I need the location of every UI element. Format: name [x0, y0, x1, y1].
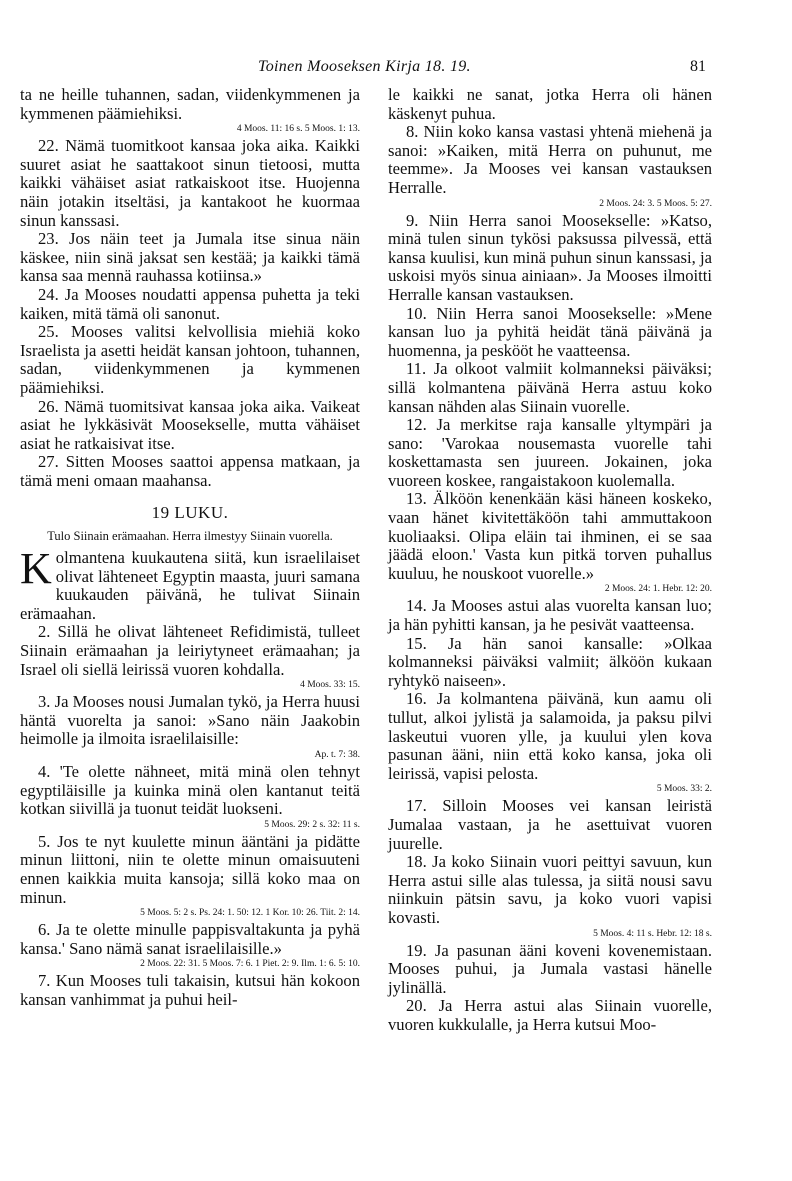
verse-paragraph: 22. Nämä tuomitkoot kansaa joka aika. Kaikki suuret asiat he saattakoot sinun tietoosi, mutta kaikki vähäiset asiat ratkaiskoot itse. Huojenna näin jotakin itseltäsi, ja kantakoot he kuormaa sinun kanssasi.	[20, 136, 360, 230]
verse-paragraph: 16. Ja kolmantena päivänä, kun aamu oli tullut, alkoi jylistä ja salamoida, ja paksu pilvi laskeutui vuoren ylle, ja kuului ylen kova pasunan ääni, niin että koko kansa, joka oli leirissä, vapisi pelosta.	[388, 689, 712, 783]
verse-paragraph: 5. Jos te nyt kuulette minun ääntäni ja pidätte minun liittoni, niin te olette minun omaisuuteni ennen kaikkia muita kansoja; sillä koko maa on minun.	[20, 831, 360, 907]
verse-paragraph: 14. Ja Mooses astui alas vuorelta kansan luo; ja hän pyhitti kansan, ja he pesivät vaatteensa.	[388, 596, 712, 635]
cross-reference: 2 Moos. 24: 3. 5 Moos. 5: 27.	[599, 198, 712, 209]
verse-paragraph: 26. Nämä tuomitsivat kansaa joka aika. Vaikeat asiat he lykkäsivät Moosekselle, mutta vähäiset asiat he ratkaisivat itse.	[20, 396, 360, 453]
cross-reference: 5 Moos. 33: 2.	[656, 784, 712, 795]
verse-paragraph: 18. Ja koko Siinain vuori peittyi savuun, kun Herra astui sille alas tulessa, ja siitä nousi savu niinkuin pätsin savu, ja koko vuori vapisi kovasti.	[388, 852, 712, 927]
verse-paragraph: 24. Ja Mooses noudatti appensa puhetta ja teki kaiken, mitä tämä oli sanonut.	[20, 284, 360, 323]
book-title: Toinen Mooseksen Kirja 18. 19.	[258, 58, 471, 75]
cross-reference: 2 Moos. 22: 31. 5 Moos. 7: 6. 1 Piet. 2: 9. Ilm. 1: 6. 5: 10.	[140, 959, 360, 970]
first-verse-text: olmantena kuukautena siitä, kun israelilaiset olivat lähteneet Egyptin maasta, juuri samana kuukauden päivänä, he tulivat Siinain erämaahan.	[20, 548, 360, 623]
verse-paragraph: 7. Kun Mooses tuli takaisin, kutsui hän kokoon kansan vanhimmat ja puhui heil-	[20, 971, 360, 1009]
chapter-summary: Tulo Siinain erämaahan. Herra ilmestyy Siinain vuorella.	[47, 529, 333, 544]
verse-paragraph: 4. 'Te olette nähneet, mitä minä olen tehnyt egyptiläisille ja kuinka minä olen kantanut teitä kotkan siivillä ja tuonut teidät luokseni.	[20, 762, 360, 819]
chapter-first-verse	[20, 544, 360, 623]
cross-reference: 4 Moos. 33: 15.	[300, 680, 360, 691]
chapter-heading: 19 LUKU.	[151, 503, 229, 523]
verse-paragraph: ta ne heille tuhannen, sadan, viidenkymmenen ja kymmenen päämiehiksi.	[20, 85, 360, 123]
verse-paragraph: 3. Ja Mooses nousi Jumalan tykö, ja Herra huusi häntä vuorelta ja sanoi: »Sano näin Jaakobin heimolle ja ilmoita israelilaisille:	[20, 692, 360, 749]
verse-paragraph: 17. Silloin Mooses vei kansan leiristä Jumalaa vastaan, ja he asettuivat vuoren juurelle.	[388, 796, 712, 853]
verse-paragraph: le kaikki ne sanat, jotka Herra oli hänen käskenyt puhua.	[388, 85, 712, 123]
verse-paragraph: 6. Ja te olette minulle pappisvaltakunta ja pyhä kansa.' Sano nämä sanat israelilaisille.»	[20, 920, 360, 958]
verse-paragraph: 2. Sillä he olivat lähteneet Refidimistä, tulleet Siinain erämaahan ja leiriytyneet erämaahan; ja Israel oli siellä leirissä vuoren kohdalla.	[20, 622, 360, 679]
right-column	[388, 86, 712, 1035]
verse-paragraph: 20. Ja Herra astui alas Siinain vuorelle, vuoren kukkulalle, ja Herra kutsui Moo-	[388, 996, 712, 1034]
cross-reference: 5 Moos. 5: 2 s. Ps. 24: 1. 50: 12. 1 Kor. 10: 26. Tiit. 2: 14.	[140, 908, 360, 919]
verse-paragraph: 9. Niin Herra sanoi Moosekselle: »Katso, minä tulen sinun tykösi paksussa pilvessä, että kansa kuulisi, kun minä puhun sinun kanssasi, ja uskoisi myös sinua ainiaan». Ja Mooses ilmoitti Herralle kansan vastauksen.	[388, 210, 712, 304]
verse-paragraph: 27. Sitten Mooses saattoi appensa matkaan, ja tämä meni omaan maahansa.	[20, 452, 360, 490]
cross-reference: 4 Moos. 11: 16 s. 5 Moos. 1: 13.	[236, 124, 360, 135]
left-column-top	[20, 86, 360, 490]
verse-paragraph: 15. Ja hän sanoi kansalle: »Olkaa kolmanneksi päiväksi valmiit; älköön kukaan ryhtykö naiseen».	[388, 633, 712, 690]
left-column-rest	[20, 623, 360, 1009]
verse-paragraph: 8. Niin koko kansa vastasi yhtenä miehenä ja sanoi: »Kaiken, mitä Herra on puhunut, me teemme». Ja Mooses vei kansan vastauksen Herralle.	[388, 122, 712, 197]
drop-cap: K	[20, 544, 52, 594]
verse-paragraph: 12. Ja merkitse raja kansalle yltympäri ja sano: 'Varokaa nousemasta vuorelle tahi koskettamasta sen juureen. Jokainen, joka vuoreen koskee, rangaistakoon kuolemalla.	[388, 415, 712, 490]
cross-reference: Ap. t. 7: 38.	[314, 750, 360, 760]
cross-reference: 2 Moos. 24: 1. Hebr. 12: 20.	[604, 584, 712, 595]
page-number: 81	[690, 58, 706, 75]
running-header	[0, 58, 792, 82]
verse-paragraph: 19. Ja pasunan ääni koveni kovenemistaan. Mooses puhui, ja Jumala vastasi hänelle jylinällä.	[388, 940, 712, 997]
verse-paragraph: 25. Mooses valitsi kelvollisia miehiä koko Israelista ja asetti heidät kansan johtoon, tuhannen, sadan, viidenkymmenen ja kymmenen päämiehiksi.	[20, 322, 360, 397]
left-column	[20, 86, 360, 1010]
verse-paragraph: 11. Ja olkoot valmiit kolmanneksi päiväksi; sillä kolmantena päivänä Herra astuu koko kansan nähden alas Siinain vuorelle.	[388, 359, 712, 416]
verse-paragraph: 10. Niin Herra sanoi Moosekselle: »Mene kansan luo ja pyhitä heidät tänä päivänä ja huomenna, ja peskööt he vaatteensa.	[388, 303, 712, 360]
cross-reference: 5 Moos. 4: 11 s. Hebr. 12: 18 s.	[593, 928, 712, 939]
verse-paragraph: 23. Jos näin teet ja Jumala itse sinua näin käskee, niin sinä jaksat sen kestää; ja kaikki tämä kansa saa mennä rauhassa kotiinsa.»	[20, 229, 360, 286]
right-column-body	[388, 86, 712, 1035]
cross-reference: 5 Moos. 29: 2 s. 32: 11 s.	[264, 819, 360, 830]
verse-paragraph: 13. Älköön kenenkään käsi häneen koskeko, vaan hänet kivitettäköön tahi ammuttakoon kuoliaaksi. Olipa eläin tai ihminen, ei se saa jäädä eloon.' Vasta kun pitkä torven puhallus kuuluu, he nouskoot vuorelle.»	[388, 489, 712, 583]
